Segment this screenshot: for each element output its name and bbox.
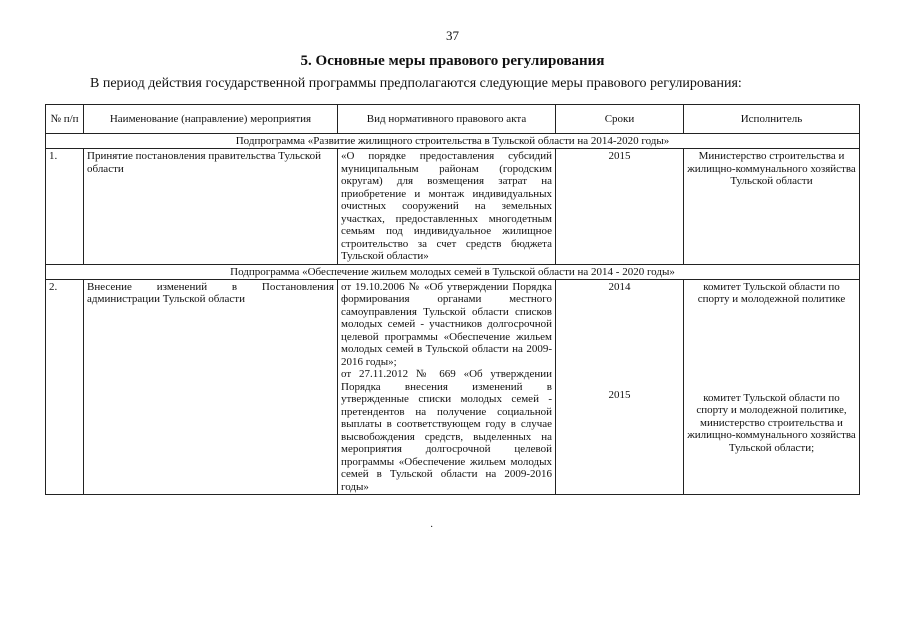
header-act: Вид нормативного правового акта bbox=[338, 105, 556, 134]
subprogram-row bbox=[46, 134, 860, 149]
row-name: Принятие постановления правительства Тульской области bbox=[84, 149, 338, 265]
row-exec bbox=[684, 279, 860, 495]
intro-paragraph: В период действия государственной программы предполагаются следующие меры правового регулирования: bbox=[90, 76, 742, 91]
spacer bbox=[559, 293, 680, 389]
header-term: Сроки bbox=[556, 105, 684, 134]
header-name: Наименование (направление) мероприятия bbox=[84, 105, 338, 134]
page-number: 37 bbox=[446, 28, 459, 43]
row-act bbox=[338, 279, 556, 495]
header-num: № п/п bbox=[46, 105, 84, 134]
header-exec: Исполнитель bbox=[684, 105, 860, 134]
section-title: 5. Основные меры правового регулирования bbox=[300, 53, 605, 69]
subprogram-title: Подпрограмма «Развитие жилищного строительства в Тульской области на 2014-2020 годы» bbox=[46, 134, 860, 149]
table-row bbox=[46, 279, 860, 495]
stray-mark: · bbox=[430, 522, 434, 533]
table-header-row bbox=[46, 105, 860, 134]
spacer bbox=[687, 306, 856, 392]
subprogram-title: Подпрограмма «Обеспечение жильем молодых семей в Тульской области на 2014 - 2020 годы» bbox=[46, 264, 860, 279]
row-act: «О порядке предоставления субсидий муниципальным районам (городским округам) для возмещения затрат на приобретение и монтаж индивидуальных очистных сооружений на земельных участках, предоставленных многодетным семьям под индивидуальное жилищное строительство за счет средств бюджета Тульской области» bbox=[338, 149, 556, 265]
row-term-part-1: 2014 bbox=[608, 280, 631, 293]
row-term: 2015 bbox=[556, 149, 684, 265]
row-act-part-1: от 19.10.2006 № «Об утверждении Порядка формирования органами местного самоуправления Тульской области списков молодых семей - участников долгосрочной целевой программы «Обеспечение жильем молодых семей в Тульской области на 2009-2016 годы»; bbox=[341, 280, 552, 368]
row-name: Внесение изменений в Постановления администрации Тульской области bbox=[84, 279, 338, 495]
legal-measures-table bbox=[45, 104, 860, 495]
row-term bbox=[556, 279, 684, 495]
subprogram-row bbox=[46, 264, 860, 279]
row-exec-part-2: комитет Тульской области по спорту и молодежной политике, министерство строительства и жилищно-коммунального хозяйства Тульской области; bbox=[687, 391, 856, 454]
row-num: 2. bbox=[46, 279, 84, 495]
row-act-part-2: от 27.11.2012 № 669 «Об утверждении Порядка внесения изменений в утвержденные списки молодых семей - претендентов на получение социальной выплаты в соответствующем году в случае высвобождения средств, выделенных на мероприятия долгосрочной целевой программы «Обеспечение жильем молодых семей в Тульской области на 2009-2016 годы» bbox=[341, 368, 552, 493]
row-exec-part-1: комитет Тульской области по спорту и молодежной политике bbox=[697, 280, 846, 305]
row-exec: Министерство строительства и жилищно-коммунального хозяйства Тульской области bbox=[684, 149, 860, 265]
row-term-part-2: 2015 bbox=[608, 389, 631, 401]
row-num: 1. bbox=[46, 149, 84, 265]
table-row bbox=[46, 149, 860, 265]
